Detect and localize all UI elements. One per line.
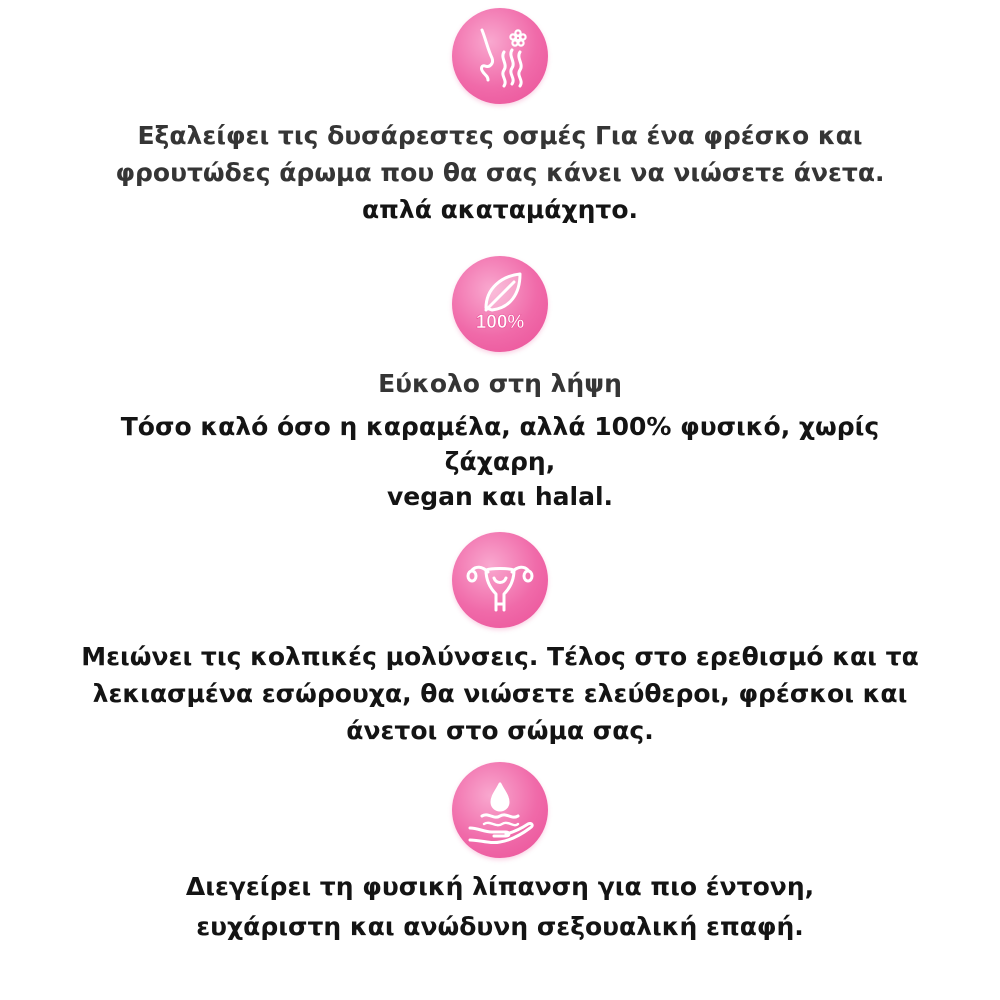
icon-label: 100% — [475, 312, 525, 333]
leaf-100-percent-icon — [452, 256, 548, 352]
feature-line: λεκιασμένα εσώρουχα, θα νιώσετε ελεύθεροι, φρέσκοι και — [92, 679, 908, 708]
feature-line: άνετοι στο σώμα σας. — [346, 716, 654, 745]
feature-text-infections — [40, 638, 960, 749]
feature-text-lubrication — [40, 868, 960, 945]
feature-line: Μειώνει τις κολπικές μολύνσεις. Τέλος στο ερεθισμό και τα — [81, 642, 919, 671]
nose-scent-icon — [452, 8, 548, 104]
feature-line: Εξαλείφει τις δυσάρεστες οσμές Για ένα φρέσκο και — [137, 121, 863, 150]
uterus-icon — [452, 532, 548, 628]
feature-line: vegan και halal. — [386, 482, 614, 511]
droplet-hand-icon — [452, 762, 548, 858]
feature-line: φρουτώδες άρωμα που θα σας κάνει να νιώσετε άνετα. — [115, 158, 885, 187]
feature-line: ευχάριστη και ανώδυνη σεξουαλική επαφή. — [196, 912, 804, 941]
feature-text-odor — [40, 117, 960, 228]
feature-line: ζάχαρη, — [444, 447, 556, 476]
feature-text-natural — [40, 365, 960, 514]
feature-line: απλά ακαταμάχητο. — [361, 195, 638, 224]
feature-line: Διεγείρει τη φυσική λίπανση για πιο έντονη, — [185, 872, 815, 901]
feature-line: Τόσο καλό όσο η καραμέλα, αλλά 100% φυσικό, χωρίς — [120, 412, 880, 441]
feature-line: Εύκολο στη λήψη — [378, 369, 622, 398]
